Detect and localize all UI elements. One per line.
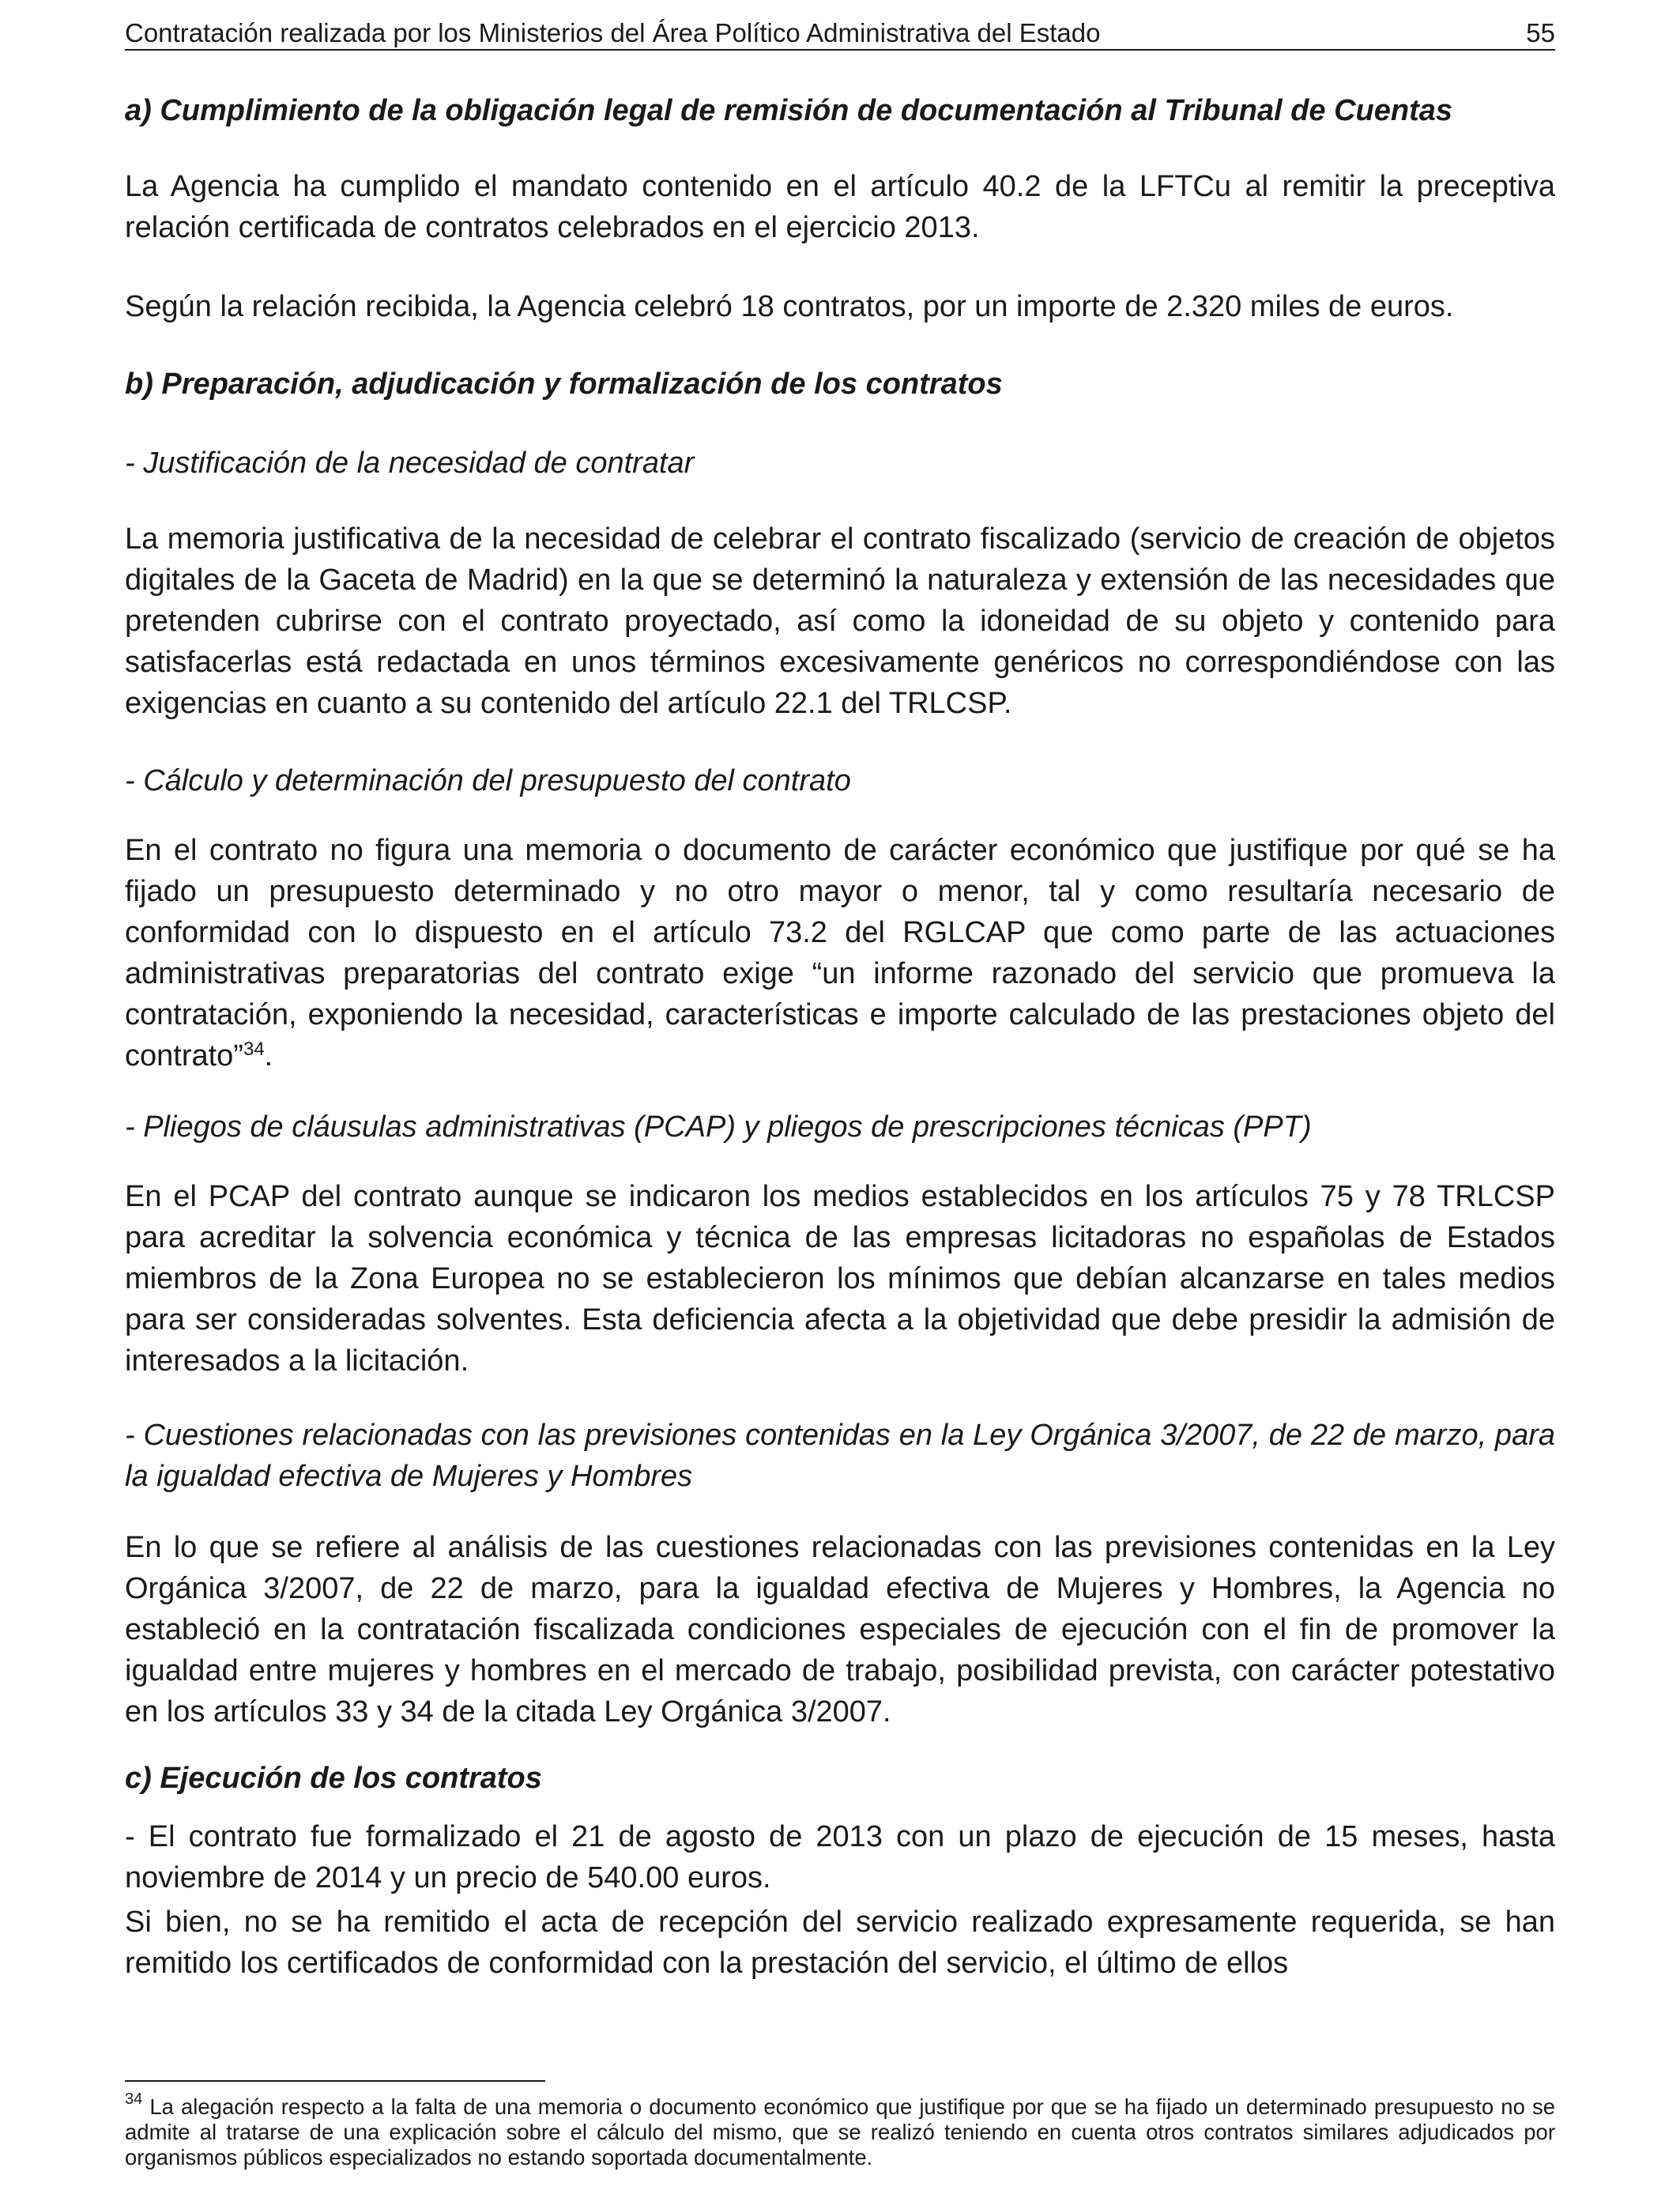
footnote-text: La alegación respecto a la falta de una memoria o documento económico que justifique por que se ha fijado un determinado presupuesto no se admite al tratarse de una explicación sobre el cálculo del mismo, que se realizó teniendo en cuenta otros contratos similares adjudicados por organismos públicos especializados no estando soportada documentalmente.: [125, 2094, 1555, 2169]
subheading-igualdad: - Cuestiones relacionadas con las previsiones contenidas en la Ley Orgánica 3/2007, de 22 de marzo, para la igualdad efectiva de Mujeres y Hombres: [125, 1419, 1555, 1493]
running-header: [125, 8, 1555, 51]
section-a-paragraph-1: La Agencia ha cumplido el mandato contenido en el artículo 40.2 de la LFTCu al remitir la preceptiva relación certificada de contratos celebrados en el ejercicio 2013.: [125, 170, 1555, 244]
subheading-necesidad: - Justificación de la necesidad de contratar: [125, 447, 695, 480]
paragraph-pliegos: En el PCAP del contrato aunque se indicaron los medios establecidos en los artículos 75 y 78 TRLCSP para acreditar la solvencia económica y técnica de las empresas licitadoras no españolas de Estados miembros de la Zona Europea no se establecieron los mínimos que debían alcanzarse en tales medios para ser consideradas solventes. Esta deficiencia afecta a la objetividad que debe presidir la admisión de interesados a la licitación.: [125, 1180, 1555, 1378]
section-c-paragraph-1: - El contrato fue formalizado el 21 de agosto de 2013 con un plazo de ejecución de 15 meses, hasta noviembre de 2014 y un precio de 540.00 euros.: [125, 1820, 1555, 1894]
paragraph-presupuesto: [125, 830, 1555, 1076]
section-b-heading: b) Preparación, adjudicación y formalización de los contratos: [125, 368, 1003, 401]
paragraph-igualdad: En lo que se refiere al análisis de las cuestiones relacionadas con las previsiones contenidas en la Ley Orgánica 3/2007, de 22 de marzo, para la igualdad efectiva de Mujeres y Hombres, la Agencia no estableció en la contratación fiscalizada condiciones especiales de ejecución con el fin de promover la igualdad entre mujeres y hombres en el mercado de trabajo, posibilidad prevista, con carácter potestativo en los artículos 33 y 34 de la citada Ley Orgánica 3/2007.: [125, 1531, 1555, 1728]
section-a-heading: a) Cumplimiento de la obligación legal de remisión de documentación al Tribunal de Cuentas: [125, 94, 1453, 127]
footnote: [125, 2090, 1555, 2170]
subheading-presupuesto: - Cálculo y determinación del presupuesto del contrato: [125, 764, 851, 797]
paragraph-presupuesto-text: En el contrato no figura una memoria o documento de carácter económico que justifique por qué se ha fijado un presupuesto determinado y no otro mayor o menor, tal y como resultaría necesario de conformidad con lo dispuesto en el artículo 73.2 del RGLCAP que como parte de las actuaciones administrativas preparatorias del contrato exige “un informe razonado del servicio que promueva la contratación, exponiendo la necesidad, características e importe calculado de las prestaciones objeto del contrato”: [125, 834, 1555, 1072]
paragraph-presupuesto-end: .: [264, 1039, 273, 1072]
section-a-paragraph-2: Según la relación recibida, la Agencia celebró 18 contratos, por un importe de 2.320 miles de euros.: [125, 290, 1454, 323]
section-c-heading: c) Ejecución de los contratos: [125, 1762, 542, 1795]
subheading-pliegos: - Pliegos de cláusulas administrativas (PCAP) y pliegos de prescripciones técnicas (PPT): [125, 1110, 1312, 1144]
footnote-reference: 34: [243, 1039, 265, 1060]
footnote-number: 34: [125, 2090, 143, 2108]
paragraph-necesidad: La memoria justificativa de la necesidad de celebrar el contrato fiscalizado (servicio de creación de objetos digitales de la Gaceta de Madrid) en la que se determinó la naturaleza y extensión de las necesidades que pretenden cubrirse con el contrato proyectado, así como la idoneidad de su objeto y contenido para satisfacerlas está redactada en unos términos excesivamente genéricos no correspondiéndose con las exigencias en cuanto a su contenido del artículo 22.1 del TRLCSP.: [125, 522, 1555, 720]
page-number: 55: [1526, 18, 1555, 47]
section-c-paragraph-2: Si bien, no se ha remitido el acta de recepción del servicio realizado expresamente requerida, se han remitido los certificados de conformidad con la prestación del servicio, el último de ellos: [125, 1906, 1555, 1980]
header-title: Contratación realizada por los Ministerios del Área Político Administrativa del Estado: [125, 18, 1101, 47]
footnote-separator: [125, 2080, 545, 2082]
